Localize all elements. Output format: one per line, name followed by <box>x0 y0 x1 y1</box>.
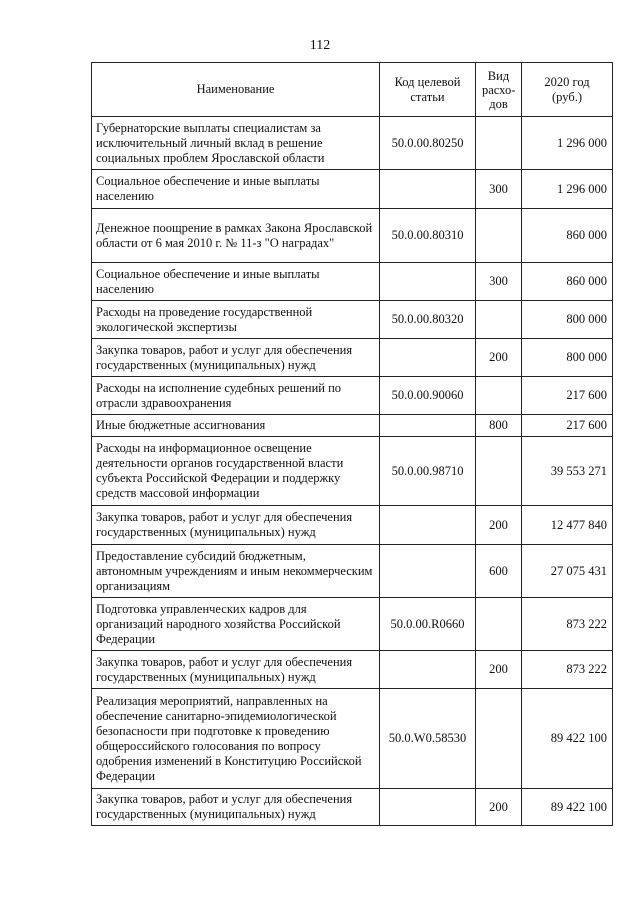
row-vid: 200 <box>476 651 522 689</box>
row-code <box>380 651 476 689</box>
row-vid: 300 <box>476 263 522 301</box>
row-amount: 1 296 000 <box>522 117 613 170</box>
row-vid: 800 <box>476 415 522 437</box>
row-amount: 217 600 <box>522 377 613 415</box>
header-name: Наименование <box>92 63 380 117</box>
row-name: Иные бюджетные ассигнования <box>92 415 380 437</box>
row-amount: 873 222 <box>522 598 613 651</box>
row-vid <box>476 598 522 651</box>
row-amount: 217 600 <box>522 415 613 437</box>
row-code <box>380 545 476 598</box>
row-code <box>380 339 476 377</box>
table-row <box>92 545 613 598</box>
row-code: 50.0.W0.58530 <box>380 689 476 789</box>
table-row <box>92 598 613 651</box>
row-code: 50.0.00.90060 <box>380 377 476 415</box>
row-code <box>380 789 476 826</box>
row-amount: 1 296 000 <box>522 170 613 209</box>
row-name: Закупка товаров, работ и услуг для обеспечения государственных (муниципальных) нужд <box>92 506 380 545</box>
table-row <box>92 117 613 170</box>
table-row <box>92 689 613 789</box>
row-amount: 800 000 <box>522 301 613 339</box>
row-vid <box>476 377 522 415</box>
budget-table <box>91 62 613 826</box>
page-number: 112 <box>309 38 331 53</box>
table-row <box>92 170 613 209</box>
header-vid: Вид расхо-дов <box>476 63 522 117</box>
row-vid: 200 <box>476 506 522 545</box>
row-code <box>380 170 476 209</box>
row-code <box>380 415 476 437</box>
table-row <box>92 415 613 437</box>
row-name: Расходы на исполнение судебных решений по отрасли здравоохранения <box>92 377 380 415</box>
row-code: 50.0.00.98710 <box>380 437 476 506</box>
row-name: Губернаторские выплаты специалистам за исключительный личный вклад в решение социальных проблем Ярославской области <box>92 117 380 170</box>
row-vid: 600 <box>476 545 522 598</box>
row-vid <box>476 209 522 263</box>
table-row <box>92 789 613 826</box>
row-name: Закупка товаров, работ и услуг для обеспечения государственных (муниципальных) нужд <box>92 789 380 826</box>
row-vid <box>476 437 522 506</box>
row-vid <box>476 117 522 170</box>
row-name: Денежное поощрение в рамках Закона Ярославской области от 6 мая 2010 г. № 11-з "О наградах" <box>92 209 380 263</box>
table-row <box>92 339 613 377</box>
table-row <box>92 506 613 545</box>
row-code: 50.0.00.80320 <box>380 301 476 339</box>
row-vid: 300 <box>476 170 522 209</box>
table-row <box>92 437 613 506</box>
row-code <box>380 506 476 545</box>
row-name: Закупка товаров, работ и услуг для обеспечения государственных (муниципальных) нужд <box>92 651 380 689</box>
row-vid: 200 <box>476 339 522 377</box>
row-amount: 39 553 271 <box>522 437 613 506</box>
row-vid: 200 <box>476 789 522 826</box>
table-row <box>92 263 613 301</box>
row-name: Расходы на информационное освещение деятельности органов государственной власти субъекта Российской Федерации и поддержку средств массовой информации <box>92 437 380 506</box>
table-row <box>92 209 613 263</box>
row-name: Подготовка управленческих кадров для организаций народного хозяйства Российской Федерации <box>92 598 380 651</box>
row-name: Расходы на проведение государственной экологической экспертизы <box>92 301 380 339</box>
row-name: Реализация мероприятий, направленных на обеспечение санитарно-эпидемиологической безопасности при подготовке к проведению общероссийского голосования по вопросу одобрения изменений в Конституцию Российской Федерации <box>92 689 380 789</box>
row-amount: 27 075 431 <box>522 545 613 598</box>
table-row <box>92 301 613 339</box>
row-name: Социальное обеспечение и иные выплаты населению <box>92 170 380 209</box>
row-code: 50.0.00.R0660 <box>380 598 476 651</box>
row-amount: 89 422 100 <box>522 789 613 826</box>
row-code: 50.0.00.80310 <box>380 209 476 263</box>
row-amount: 800 000 <box>522 339 613 377</box>
row-name: Закупка товаров, работ и услуг для обеспечения государственных (муниципальных) нужд <box>92 339 380 377</box>
header-amount: 2020 год (руб.) <box>522 63 613 117</box>
row-name: Социальное обеспечение и иные выплаты населению <box>92 263 380 301</box>
row-vid <box>476 301 522 339</box>
row-code: 50.0.00.80250 <box>380 117 476 170</box>
row-amount: 860 000 <box>522 263 613 301</box>
row-amount: 860 000 <box>522 209 613 263</box>
row-amount: 873 222 <box>522 651 613 689</box>
row-name: Предоставление субсидий бюджетным, автономным учреждениям и иным некоммерческим организациям <box>92 545 380 598</box>
row-code <box>380 263 476 301</box>
header-code: Код целевой статьи <box>380 63 476 117</box>
row-vid <box>476 689 522 789</box>
table-row <box>92 377 613 415</box>
table-header-row <box>92 63 613 117</box>
table-row <box>92 651 613 689</box>
row-amount: 12 477 840 <box>522 506 613 545</box>
row-amount: 89 422 100 <box>522 689 613 789</box>
